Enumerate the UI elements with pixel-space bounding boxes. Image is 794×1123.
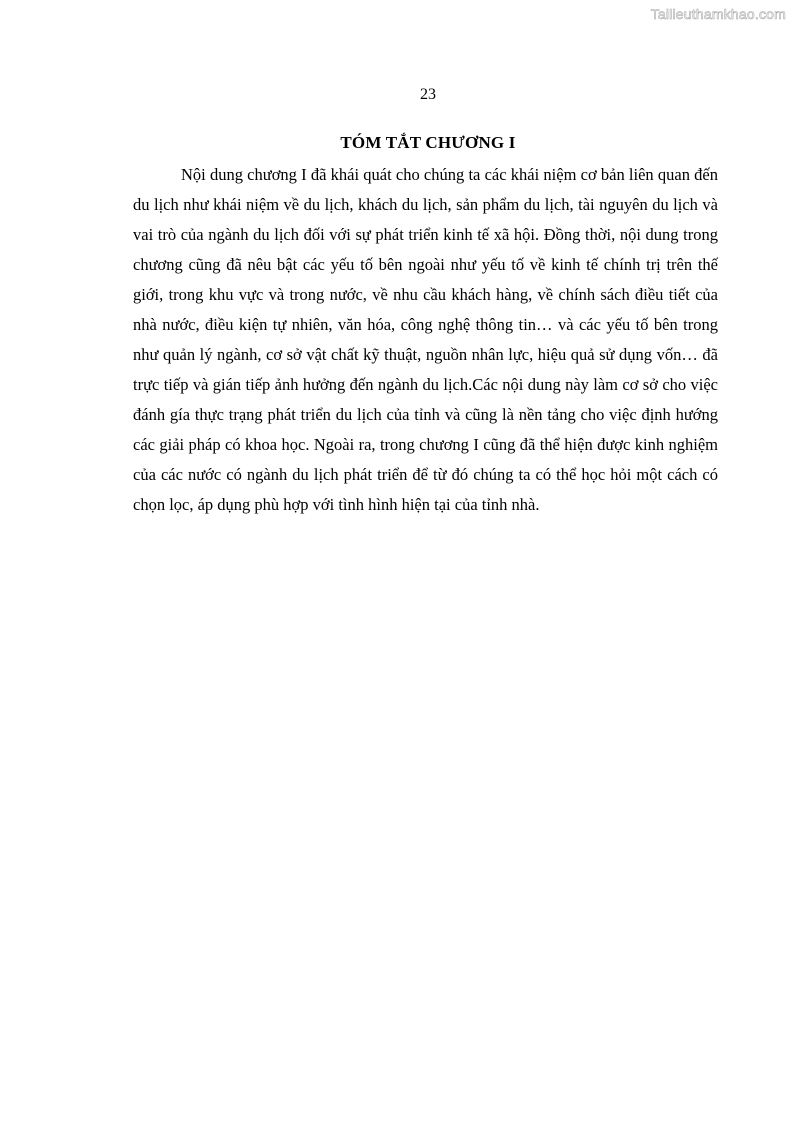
summary-paragraph: Nội dung chương I đã khái quát cho chúng ta các khái niệm cơ bản liên quan đến du lịch như khái niệm về du lịch, khách du lịch, sản phẩm du lịch, tài nguyên du lịch và vai trò của ngành du lịch đối với sự phát triển kinh tế xã hội. Đồng thời, nội dung trong chương cũng đã nêu bật các yếu tố bên ngoài như yếu tố về kinh tế chính trị trên thế giới, trong khu vực và trong nước, về nhu cầu khách hàng, về chính sách điều tiết của nhà nước, điều kiện tự nhiên, văn hóa, công nghệ thông tin… và các yếu tố bên trong như quản lý ngành, cơ sở vật chất kỹ thuật, nguồn nhân lực, hiệu quả sử dụng vốn… đã trực tiếp và gián tiếp ảnh hưởng đến ngành du lịch.Các nội dung này làm cơ sở cho việc đánh gía thực trạng phát triển du lịch của tỉnh và cũng là nền tảng cho việc định hướng các giải pháp có khoa học. Ngoài ra, trong chương I cũng đã thể hiện được kinh nghiệm của các nước có ngành du lịch phát triển để từ đó chúng ta có thể học hỏi một cách có chọn lọc, áp dụng phù hợp với tình hình hiện tại của tỉnh nhà. bbox=[133, 165, 718, 514]
page-number: 23 bbox=[420, 86, 436, 103]
chapter-title: TÓM TẮT CHƯƠNG I bbox=[340, 133, 516, 152]
watermark: Tailieuthamkhao.com bbox=[650, 6, 786, 22]
